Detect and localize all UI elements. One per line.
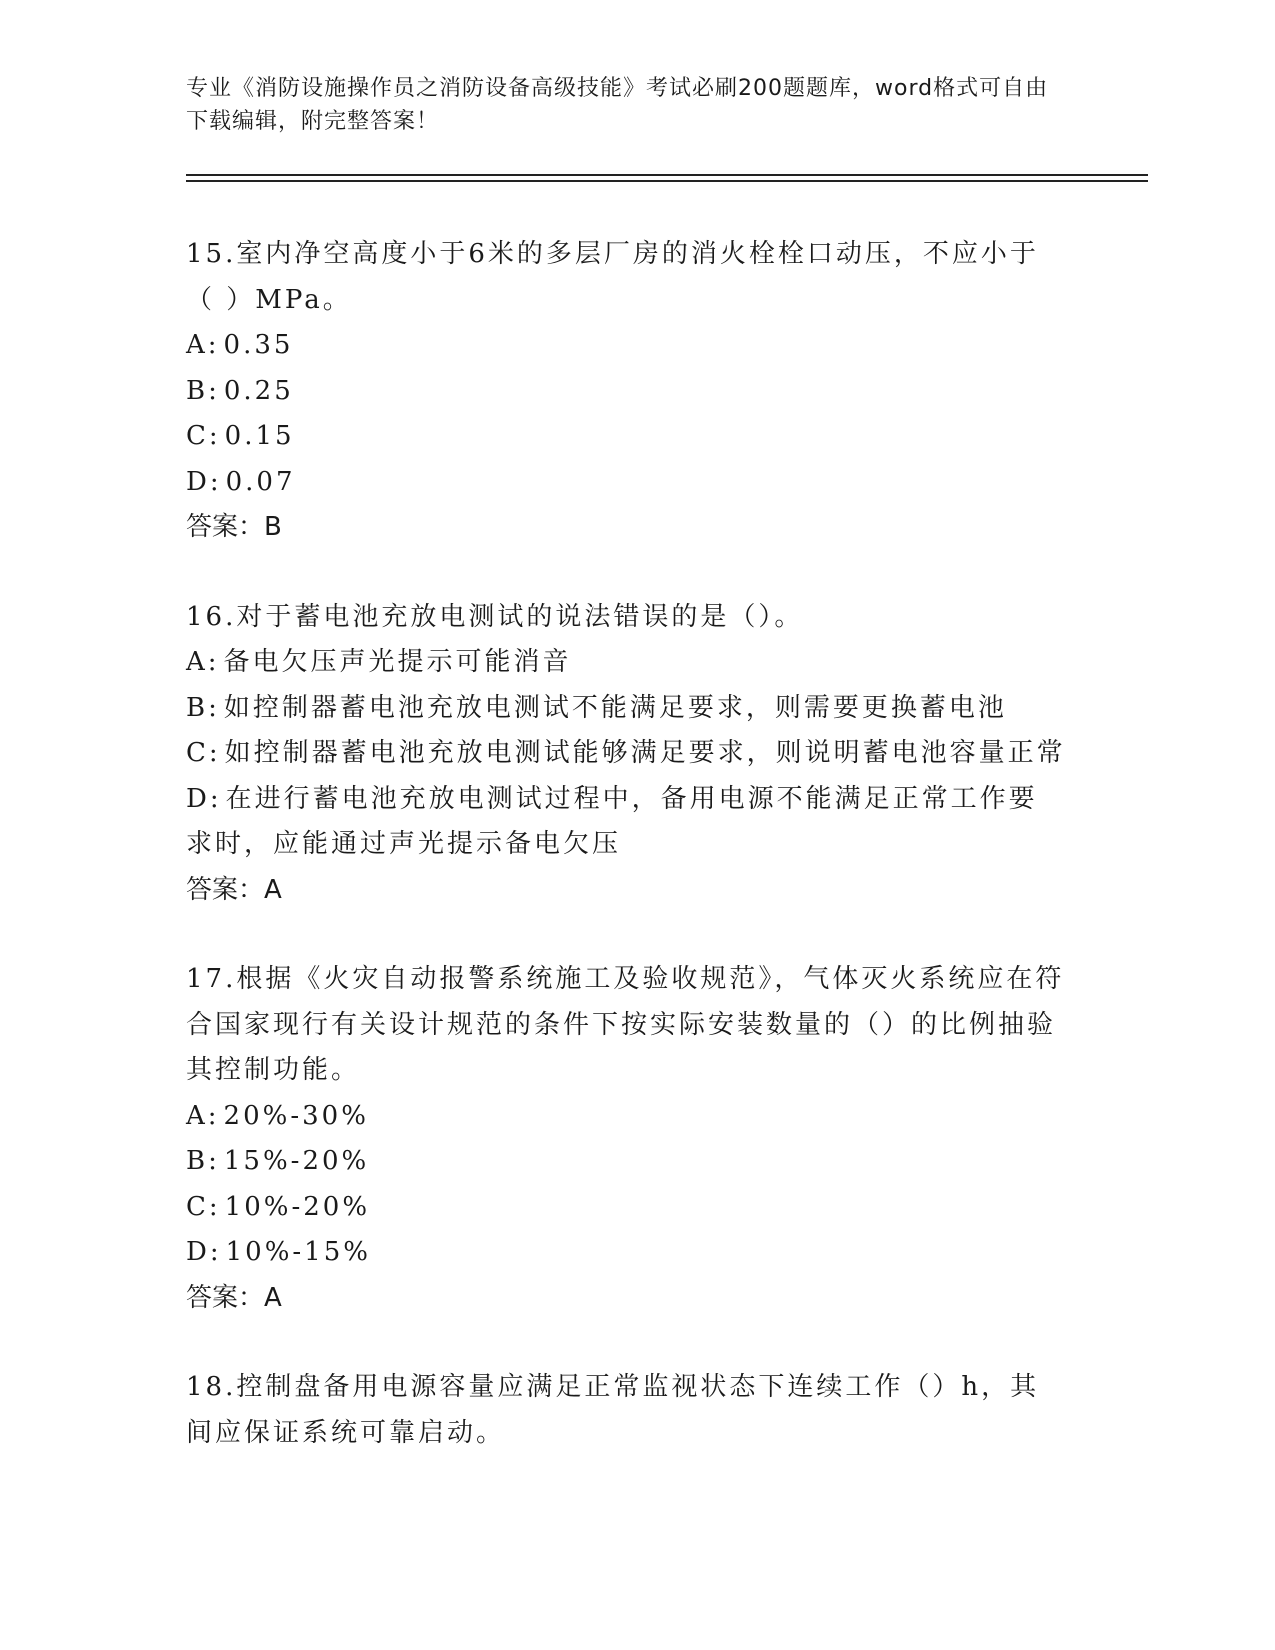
- option-label: D:: [186, 466, 222, 497]
- option-text: 0.25: [223, 375, 294, 406]
- option-d: [186, 1230, 1066, 1276]
- option-label: C:: [186, 421, 221, 451]
- header-rule-bottom: [186, 180, 1148, 182]
- question-stem: 15.室内净空高度小于6米的多层厂房的消火栓栓口动压，不应小于（ ）MPa。: [186, 239, 1039, 315]
- option-a: [186, 640, 1066, 686]
- question-16: [186, 595, 1066, 914]
- option-label: D:: [186, 783, 222, 814]
- header-rule-top: [186, 174, 1148, 176]
- option-text: 10%-20%: [224, 1191, 371, 1222]
- option-label: B:: [186, 375, 220, 406]
- option-text: 备电欠压声光提示可能消音: [223, 647, 572, 677]
- option-d: [186, 777, 1066, 868]
- question-stem: 16.对于蓄电池充放电测试的说法错误的是（）。: [186, 601, 804, 632]
- question-list: [186, 232, 1066, 1500]
- option-d: [186, 460, 1066, 506]
- option-label: A:: [186, 1100, 220, 1131]
- option-text: 10%-15%: [225, 1237, 371, 1267]
- document-header: [186, 72, 1066, 138]
- option-a: [186, 323, 1066, 369]
- option-label: B:: [186, 692, 220, 723]
- option-text: 0.35: [223, 330, 294, 360]
- option-label: A:: [186, 647, 220, 677]
- answer-line: 答案：B: [186, 512, 282, 542]
- option-b: [186, 1139, 1066, 1185]
- option-text: 如控制器蓄电池充放电测试能够满足要求，则说明蓄电池容量正常: [224, 738, 1066, 768]
- question-stem: 17.根据《火灾自动报警系统施工及验收规范》，气体灭火系统应在符合国家现行有关设计规范的条件下按实际安装数量的（）的比例抽验其控制功能。: [186, 964, 1065, 1085]
- option-c: [186, 414, 1066, 460]
- option-c: [186, 731, 1066, 777]
- question-17: [186, 957, 1066, 1321]
- question-15: [186, 232, 1066, 551]
- option-text: 15%-20%: [223, 1146, 370, 1176]
- option-label: C:: [186, 1191, 221, 1222]
- answer-line: 答案：A: [186, 874, 282, 905]
- option-text: 0.15: [224, 421, 295, 451]
- option-b: [186, 686, 1066, 732]
- option-text: 0.07: [225, 466, 296, 497]
- option-text: 在进行蓄电池充放电测试过程中，备用电源不能满足正常工作要求时，应能通过声光提示备电欠压: [186, 783, 1038, 859]
- option-label: B:: [186, 1146, 220, 1176]
- option-label: D:: [186, 1237, 222, 1267]
- option-text: 20%-30%: [223, 1100, 369, 1131]
- option-c: [186, 1185, 1066, 1231]
- answer-line: 答案：A: [186, 1282, 282, 1313]
- option-b: [186, 369, 1066, 415]
- option-label: A:: [186, 330, 220, 360]
- option-label: C:: [186, 738, 221, 768]
- question-stem: 18.控制盘备用电源容量应满足正常监视状态下连续工作（）h，其间应保证系统可靠启动。: [186, 1372, 1040, 1448]
- question-18: [186, 1365, 1066, 1456]
- option-a: [186, 1094, 1066, 1140]
- option-text: 如控制器蓄电池充放电测试不能满足要求，则需要更换蓄电池: [223, 692, 1007, 723]
- header-text: 专业《消防设施操作员之消防设备高级技能》考试必刷200题题库，word格式可自由下载编辑，附完整答案！: [186, 76, 1049, 134]
